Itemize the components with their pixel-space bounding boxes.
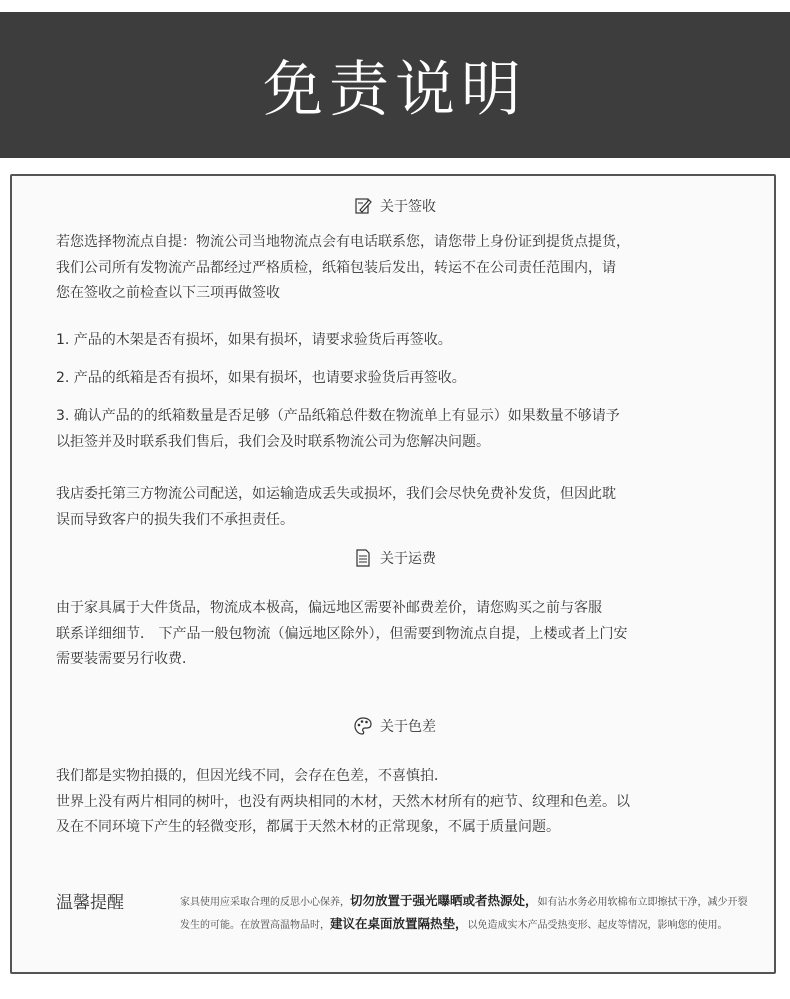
page-title: 免责说明	[263, 55, 527, 125]
section-title-shipping	[12, 548, 778, 568]
shipping-text: 由于家具属于大件货品，物流成本极高，偏远地区需要补邮费差价，请您购买之前与客服 联系详细细节． 下产品一般包物流（偏远地区除外），但需要到物流点自提，上楼或者上门安 需要装需要另行收费．	[56, 600, 628, 667]
signing-item-1: 1. 产品的木架是否有损坏，如果有损坏，请要求验货后再签收。	[56, 332, 452, 348]
tips-label: 温馨提醒	[56, 893, 124, 913]
signing-item-2: 2. 产品的纸箱是否有损坏，如果有损坏，也请要求验货后再签收。	[56, 370, 466, 386]
section-title-color	[12, 716, 778, 736]
section-title-label: 关于签收	[380, 199, 436, 215]
edit-icon	[354, 197, 372, 215]
tips-bold-1: 切勿放置于强光曝晒或者热源处，	[350, 893, 538, 908]
signing-intro: 若您选择物流点自提：物流公司当地物流点会有电话联系您，请您带上身份证到提货点提货， 我们公司所有发物流产品都经过严格质检，纸箱包装后发出，转运不在公司责任范围内，请 您在签收之前检查以下三项再做签收	[56, 234, 630, 301]
signing-item-3: 3. 确认产品的的纸箱数量是否足够（产品纸箱总件数在物流单上有显示）如果数量不够请予 以拒签并及时联系我们售后，我们会及时联系物流公司为您解决问题。	[56, 408, 620, 450]
tips-text	[180, 890, 750, 936]
section-title-label: 关于色差	[380, 719, 436, 735]
tips-part-1: 家具使用应采取合理的反思小心保养，	[180, 897, 350, 908]
disclaimer-card	[10, 174, 776, 974]
tips-bold-2: 建议在桌面放置隔热垫，	[330, 916, 468, 931]
tips-part-3: 以免造成实木产品受热变形、起皮等情况，影响您的使用。	[467, 920, 728, 931]
tips-part-2: 如有沾水务必用软棉布立即擦拭干净，减少开裂发生的可能。在放置高温物品时，	[180, 897, 748, 931]
document-icon	[354, 549, 372, 567]
section-title-label: 关于运费	[380, 551, 436, 567]
palette-icon	[354, 717, 372, 735]
header-banner	[0, 12, 790, 158]
section-title-signing	[12, 196, 778, 216]
signing-note: 我店委托第三方物流公司配送，如运输造成丢失或损坏，我们会尽快免费补发货，但因此耽 误而导致客户的损失我们不承担责任。	[56, 486, 616, 528]
color-text: 我们都是实物拍摄的，但因光线不同，会存在色差，不喜慎拍． 世界上没有两片相同的树叶，也没有两块相同的木材，天然木材所有的疤节、纹理和色差。以 及在不同环境下产生的轻微变形，都属于天然木材的正常现象，不属于质量问题。	[56, 768, 630, 835]
